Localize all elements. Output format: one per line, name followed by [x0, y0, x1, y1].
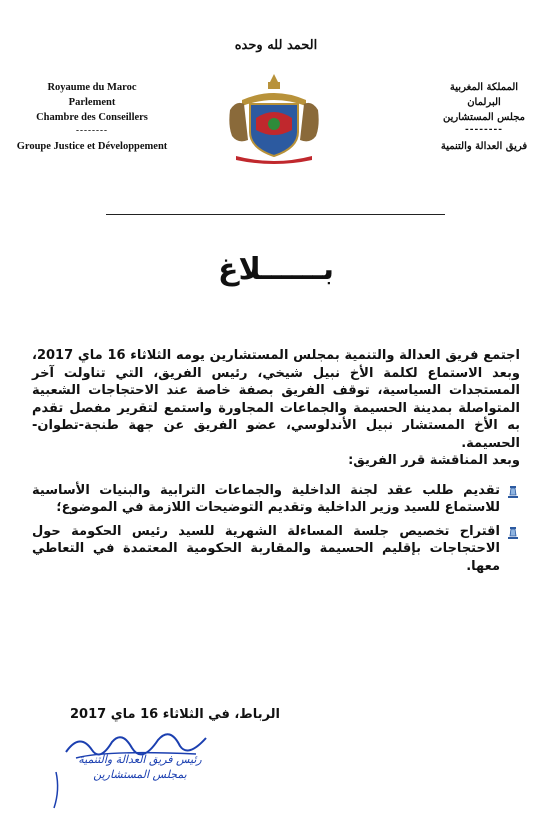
list-item-text: تقديم طلب عقد لجنة الداخلية والجماعات الترابية والبنيات الأساسية للاستماع للسيد وزير الداخلية وتقديم التوضيحات اللازمة في الموضوع؛: [32, 482, 500, 515]
header-left-line: Groupe Justice et Développement: [16, 141, 168, 152]
list-item: [32, 482, 520, 517]
header-left-french: [12, 80, 172, 154]
communique-body: [32, 347, 520, 575]
lamp-bullet-icon: [506, 526, 520, 540]
dateline: الرباط، في الثلاثاء 16 ماي 2017: [70, 707, 280, 722]
lamp-bullet-icon: [506, 485, 520, 499]
basmala-header: الحمد لله وحده: [234, 38, 318, 53]
header-left-line: Parlement: [68, 97, 116, 108]
header-right-line: مجلس المستشارين: [442, 112, 526, 123]
header-left-line: Chambre des Conseillers: [36, 112, 148, 123]
list-item: [32, 523, 520, 576]
signature-line: رئيس فريق العدالة والتنمية: [78, 753, 202, 766]
header-right-arabic: [424, 80, 544, 154]
header-left-separator: --------: [76, 125, 108, 135]
header-divider: [106, 214, 445, 215]
header-right-line: البرلمان: [467, 97, 501, 108]
list-item-text: اقتراح تخصيص جلسة المساءلة الشهرية للسيد رئيس الحكومة حول الاحتجاجات بإقليم الحسيمة والمقاربة الحكومية المعتمدة في التعاطي معها.: [32, 523, 500, 574]
header-right-line: المملكة المغربية: [449, 82, 519, 93]
communique-title: بــــــلاغ: [217, 252, 335, 287]
header-right-separator: --------: [465, 125, 503, 135]
header-left-line: Royaume du Maroc: [47, 82, 137, 93]
decision-intro: وبعد المناقشة قرر الفريق:: [348, 453, 520, 468]
coat-of-arms-emblem: [222, 70, 326, 166]
intro-paragraph: اجتمع فريق العدالة والتنمية بمجلس المستشارين يومه الثلاثاء 16 ماي 2017، وبعد الاستماع لكلمة الأخ نبيل شيخي، رئيس الفريق، التي تناولت آخر المستجدات السياسية، توقف الفريق بصفة خاصة عند الاحتجاجات الشعبية المتواصلة بمدينة الحسيمة والجماعات المجاورة واستمع لتقرير مفصل تقدم به الأخ المستشار نبيل الأندلوسي، عضو الفريق عن جهة طنجة-تطوان-الحسيمة.: [32, 348, 520, 451]
header-right-line: فريق العدالة والتنمية: [440, 141, 528, 152]
signature-line: بمجلس المستشارين: [93, 768, 187, 781]
signature-caption: [70, 752, 210, 782]
